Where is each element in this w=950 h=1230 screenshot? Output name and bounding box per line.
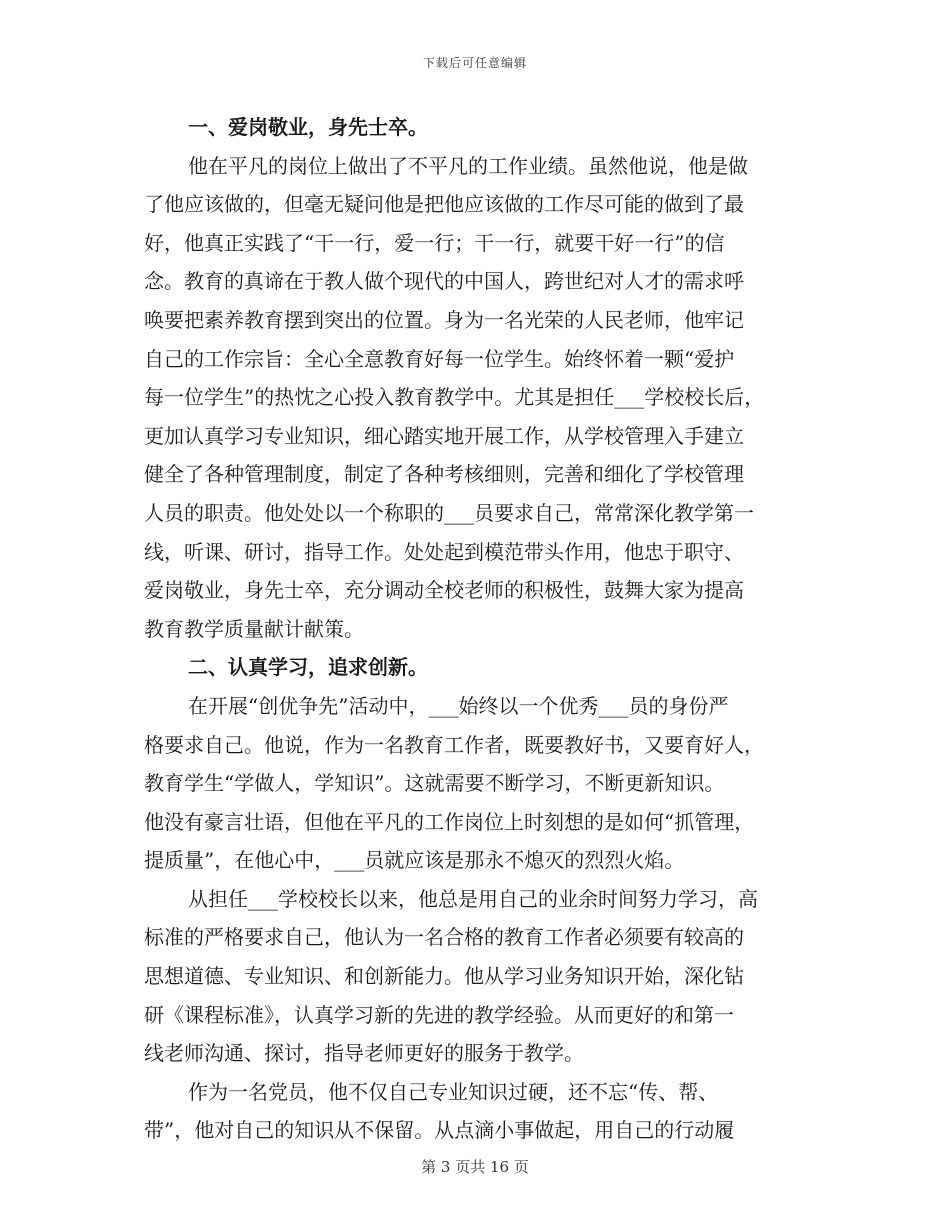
text-line: 带”，他对自己的知识从不保留。从点滴小事做起，用自己的行动履 [144, 1118, 735, 1143]
section-heading: 二、认真学习，追求创新。 [188, 655, 428, 680]
text-line: 人员的职责。他处处以一个称职的___员要求自己，常常深化教学第一 [144, 500, 754, 525]
text-line: 更加认真学习专业知识，细心踏实地开展工作，从学校管理入手建立 [144, 423, 744, 448]
text-line: 念。教育的真谛在于教人做个现代的中国人，跨世纪对人才的需求呼 [144, 269, 744, 294]
text-line: 在开展“创优争先”活动中，___始终以一个优秀___员的身份严 [188, 693, 729, 718]
text-line: 从担任___学校校长以来，他总是用自己的业余时间努力学习，高 [188, 886, 758, 911]
text-line: 他没有豪言壮语，但他在平凡的工作岗位上时刻想的是如何“抓管理， [144, 809, 755, 834]
text-line: 自己的工作宗旨：全心全意教育好每一位学生。始终怀着一颗“爱护 [144, 346, 735, 371]
text-line: 教育教学质量献计献策。 [144, 616, 364, 641]
document-body [144, 108, 814, 1150]
text-line: 提质量”，在他心中，___员就应该是那永不熄灭的烈烈火焰。 [144, 848, 685, 873]
text-line: 研《课程标准》，认真学习新的先进的教学经验。从而更好的和第一 [144, 1002, 734, 1027]
text-line: 好，他真正实践了“干一行，爱一行；干一行，就要干好一行”的信 [144, 230, 725, 255]
text-line: 爱岗敬业，身先士卒，充分调动全校老师的积极性，鼓舞大家为提高 [144, 578, 744, 603]
text-line: 教育学生“学做人，学知识”。这就需要不断学习，不断更新知识。 [144, 771, 725, 796]
text-line: 标准的严格要求自己，他认为一名合格的教育工作者必须要有较高的 [144, 925, 744, 950]
page-footer: 第 3 页共 16 页 [421, 1158, 529, 1176]
text-line: 每一位学生”的热忱之心投入教育教学中。尤其是担任___学校校长后， [144, 385, 765, 410]
page-header: 下载后可任意编辑 [422, 56, 527, 70]
section-heading: 一、爱岗敬业，身先士卒。 [188, 115, 428, 139]
text-line: 他在平凡的岗位上做出了不平凡的工作业绩。虽然他说，他是做 [188, 153, 748, 178]
text-line: 了他应该做的，但毫无疑问他是把他应该做的工作尽可能的做到了最 [144, 192, 744, 217]
text-line: 作为一名党员，他不仅自己专业知识过硬，还不忘“传、帮、 [188, 1079, 719, 1104]
text-line: 思想道德、专业知识、和创新能力。他从学习业务知识开始，深化钻 [144, 964, 744, 989]
text-line: 格要求自己。他说，作为一名教育工作者，既要教好书，又要育好人， [144, 732, 764, 757]
text-line: 健全了各种管理制度，制定了各种考核细则，完善和细化了学校管理 [144, 462, 744, 487]
text-line: 唤要把素养教育摆到突出的位置。身为一名光荣的人民老师，他牢记 [144, 307, 744, 332]
text-line: 线老师沟通、探讨，指导老师更好的服务于教学。 [144, 1041, 584, 1066]
text-line: 线，听课、研讨，指导工作。处处起到模范带头作用，他忠于职守、 [144, 539, 744, 564]
